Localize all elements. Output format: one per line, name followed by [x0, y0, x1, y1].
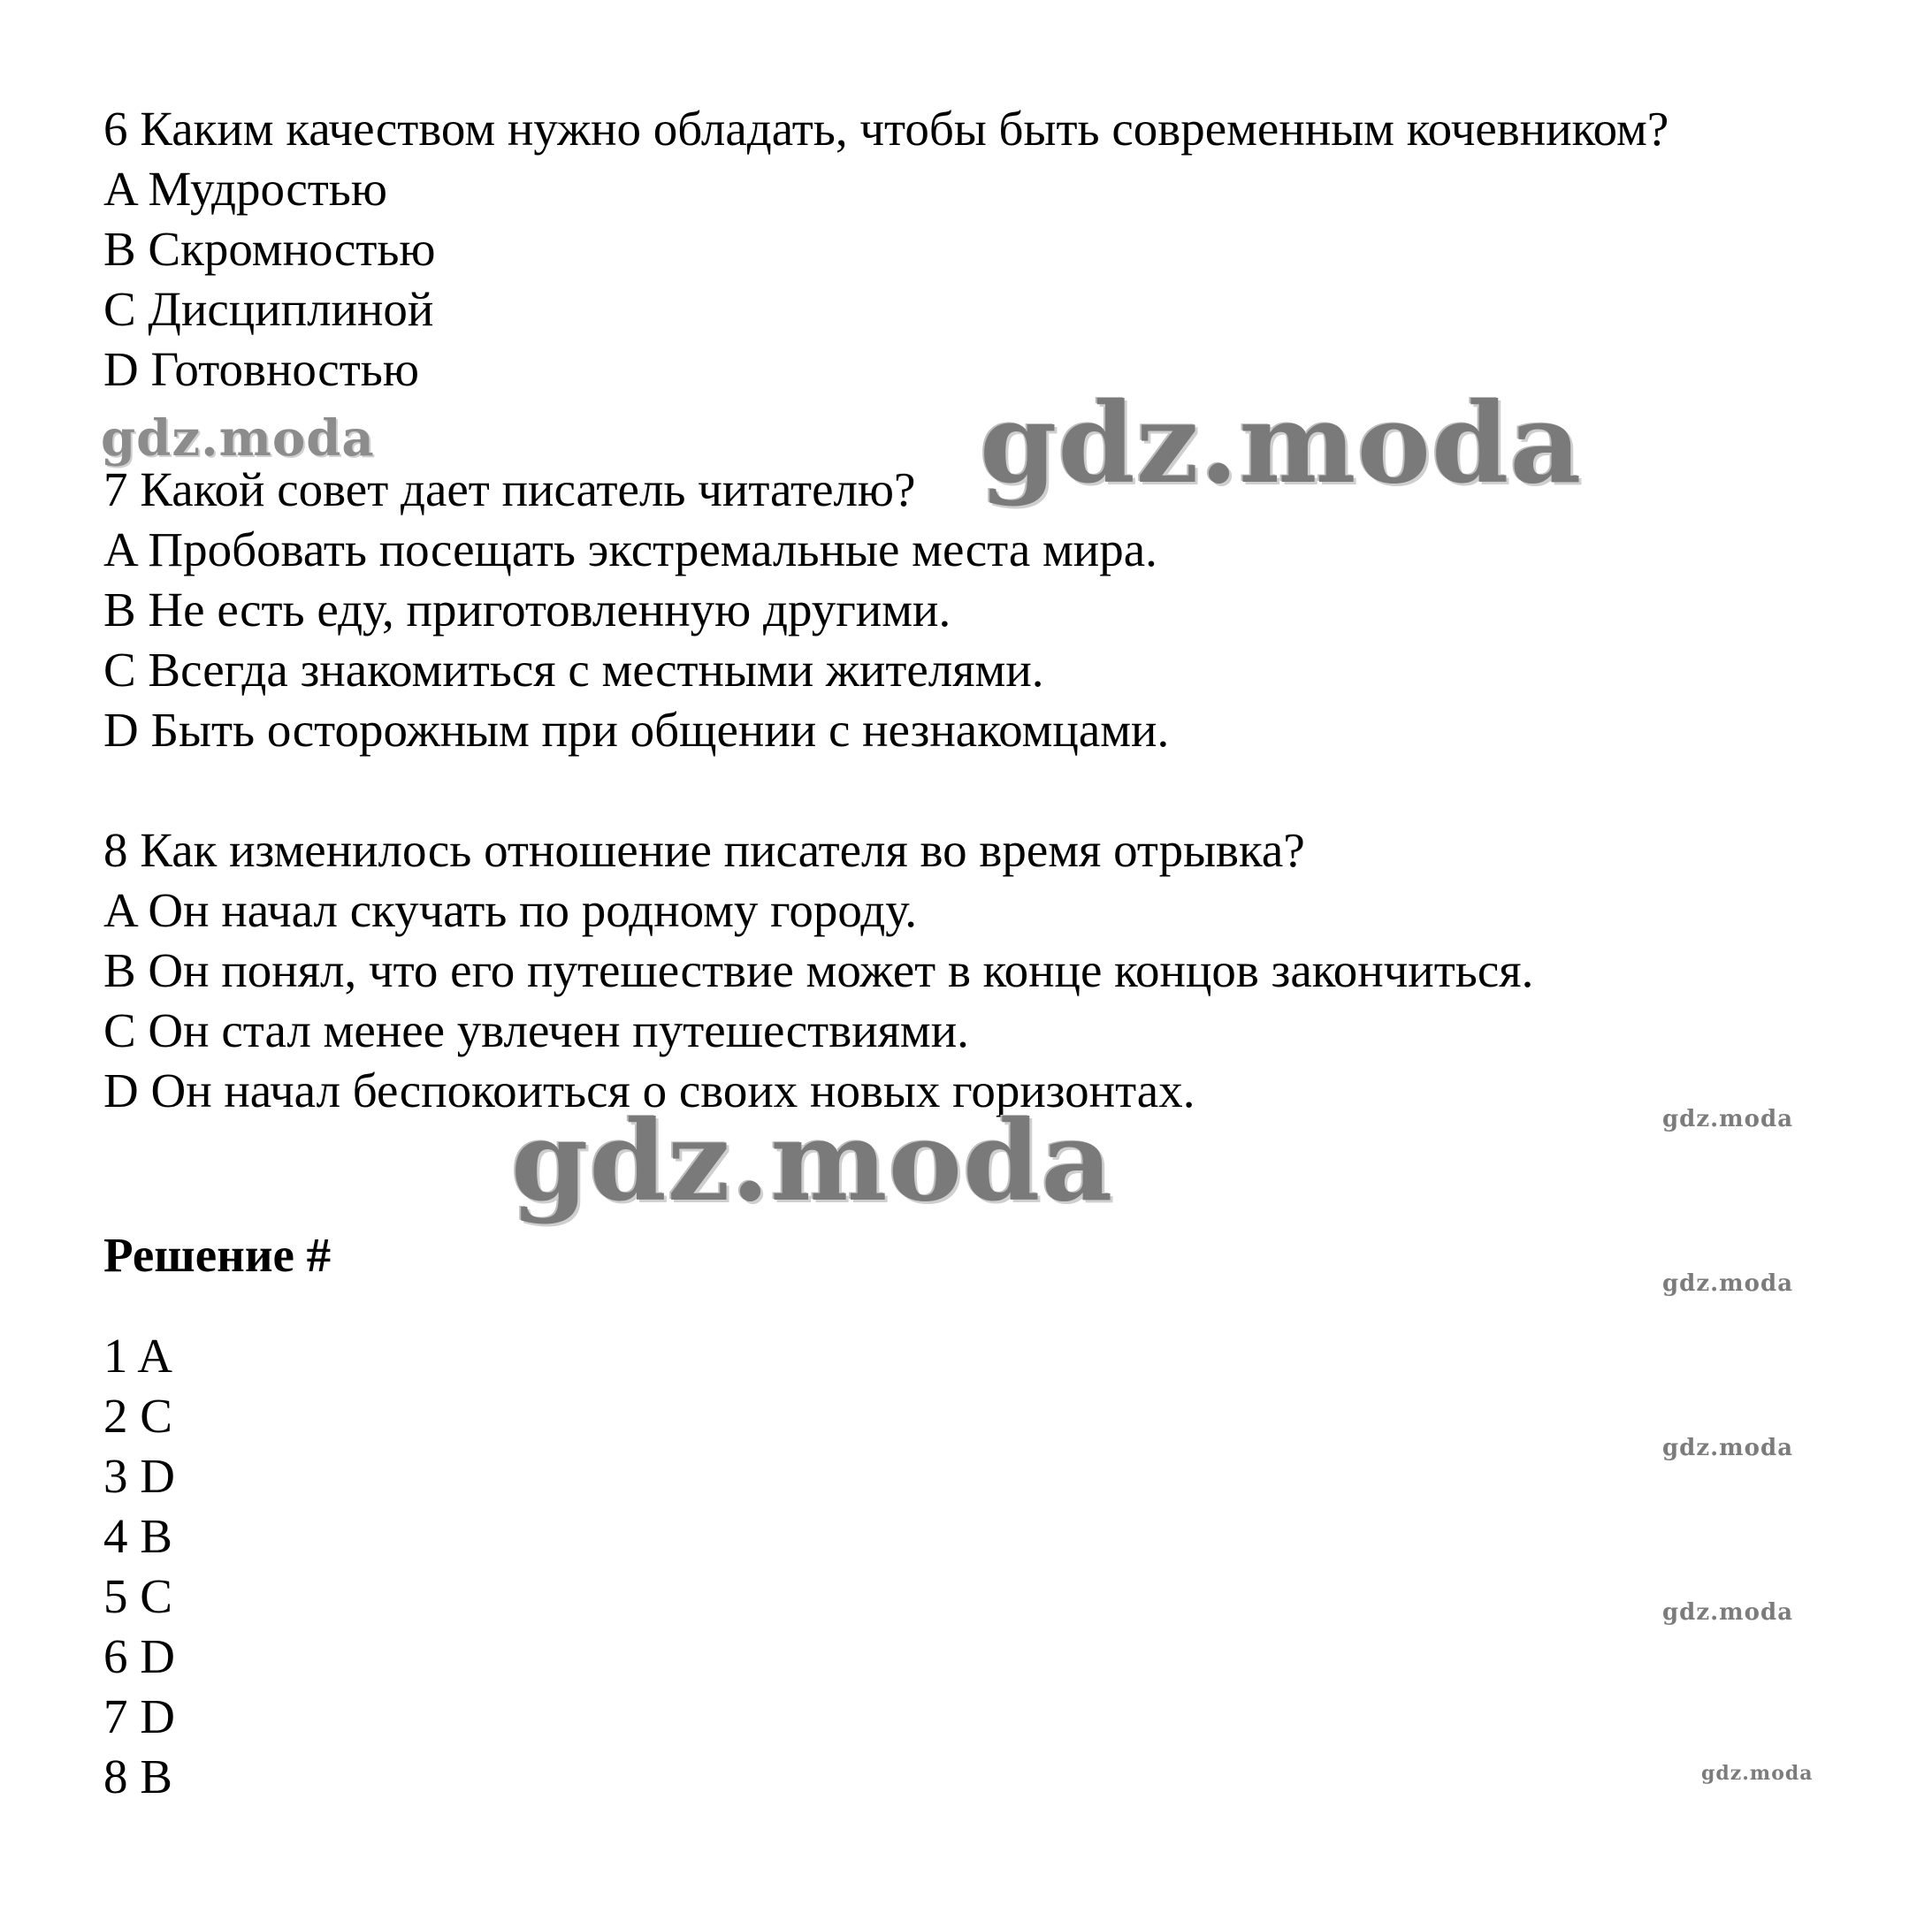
question-7-text: 7 Какой совет дает писатель читателю?: [103, 462, 916, 516]
question-6-option-b: B Скромностью: [103, 222, 436, 276]
question-8-option-a: A Он начал скучать по родному городу.: [103, 883, 917, 937]
watermark: gdz.moda: [1662, 1270, 1794, 1297]
solution-heading: Решение #: [103, 1228, 332, 1282]
question-6-option-c: C Дисциплиной: [103, 282, 434, 336]
answer-4: 4 B: [103, 1509, 172, 1563]
answer-7: 7 D: [103, 1689, 175, 1743]
answer-5: 5 C: [103, 1569, 172, 1623]
answer-3: 3 D: [103, 1449, 175, 1503]
watermark: gdz.moda: [1701, 1762, 1814, 1785]
answer-6: 6 D: [103, 1629, 175, 1683]
question-7-option-b: B Не есть еду, приготовленную другими.: [103, 583, 951, 637]
question-6-text: 6 Каким качеством нужно обладать, чтобы быть современным кочевником?: [103, 102, 1669, 156]
answer-1: 1 A: [103, 1329, 172, 1383]
question-6-option-a: A Мудростью: [103, 162, 387, 216]
watermark: gdz.moda: [1662, 1599, 1794, 1626]
watermark: gdz.moda: [101, 409, 375, 468]
answer-2: 2 C: [103, 1389, 172, 1443]
question-8-option-d: D Он начал беспокоиться о своих новых горизонтах.: [103, 1063, 1195, 1117]
watermark: gdz.moda: [1662, 1106, 1794, 1132]
question-8-text: 8 Как изменилось отношение писателя во время отрывка?: [103, 823, 1305, 877]
question-7-option-d: D Быть осторожным при общении с незнакомцами.: [103, 703, 1170, 757]
watermark: gdz.moda: [980, 379, 1583, 508]
question-7-option-a: A Пробовать посещать экстремальные места мира.: [103, 522, 1157, 576]
answer-8: 8 B: [103, 1749, 172, 1803]
watermark: gdz.moda: [511, 1097, 1114, 1226]
watermark: gdz.moda: [1662, 1435, 1794, 1461]
question-7-option-c: C Всегда знакомиться с местными жителями.: [103, 643, 1044, 697]
question-8-option-c: C Он стал менее увлечен путешествиями.: [103, 1003, 969, 1057]
question-8-option-b: B Он понял, что его путешествие может в конце концов закончиться.: [103, 943, 1534, 997]
question-6-option-d: D Готовностью: [103, 342, 419, 396]
